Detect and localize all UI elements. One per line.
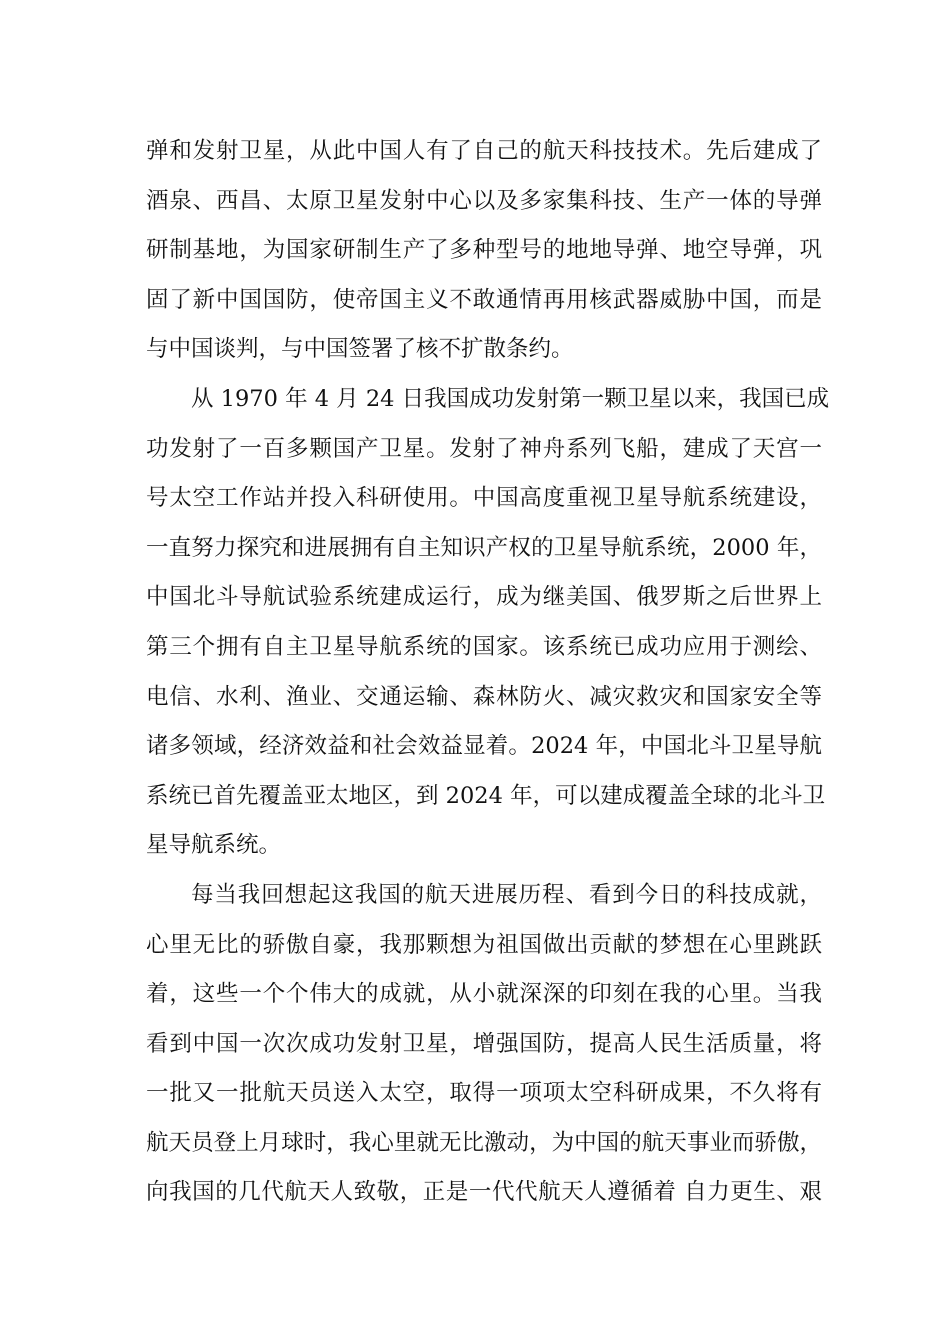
text-line: 第三个拥有自主卫星导航系统的国家。该系统已成功应用于测绘、: [146, 633, 822, 660]
text-line: 酒泉、西昌、太原卫星发射中心以及多家集科技、生产一体的导弹: [146, 187, 822, 214]
text-line: 从 1970 年 4 月 24 日我国成功发射第一颗卫星以来，我国已成: [191, 385, 830, 412]
text-line: 电信、水利、渔业、交通运输、森林防火、减灾救灾和国家安全等: [146, 683, 822, 710]
text-line: 研制基地，为国家研制生产了多种型号的地地导弹、地空导弹，巩: [146, 237, 822, 264]
paragraph-3: [146, 871, 822, 1218]
text-line: 星导航系统。: [146, 832, 282, 859]
text-line: 与中国谈判，与中国签署了核不扩散条约。: [146, 336, 574, 363]
text-line: 号太空工作站并投入科研使用。中国高度重视卫星导航系统建设，: [146, 485, 822, 512]
text-line: 诸多领域，经济效益和社会效益显着。2024 年，中国北斗卫星导航: [146, 733, 822, 760]
text-line: 一直努力探究和进展拥有自主知识产权的卫星导航系统，2000 年，: [146, 534, 822, 561]
text-line: 一批又一批航天员送入太空，取得一项项太空科研成果，不久将有: [146, 1080, 822, 1107]
text-line: 航天员登上月球时，我心里就无比激动，为中国的航天事业而骄傲，: [146, 1129, 822, 1156]
text-line: 看到中国一次次成功发射卫星，增强国防，提高人民生活质量，将: [146, 1030, 822, 1057]
paragraph-1: [146, 127, 822, 375]
text-line: 着，这些一个个伟大的成就，从小就深深的印刻在我的心里。当我: [146, 981, 822, 1008]
document-body: [146, 127, 830, 1218]
text-line: 功发射了一百多颗国产卫星。发射了神舟系列飞船，建成了天宫一: [146, 435, 822, 462]
text-line: 心里无比的骄傲自豪，我那颗想为祖国做出贡献的梦想在心里跳跃: [146, 931, 822, 958]
text-line: 弹和发射卫星，从此中国人有了自己的航天科技技术。先后建成了: [146, 138, 822, 164]
paragraph-2: [146, 375, 830, 871]
text-line: 向我国的几代航天人致敬，正是一代代航天人遵循着 自力更生、艰: [146, 1179, 822, 1206]
text-line: 中国北斗导航试验系统建成运行，成为继美国、俄罗斯之后世界上: [146, 584, 822, 611]
text-line: 系统已首先覆盖亚太地区，到 2024 年，可以建成覆盖全球的北斗卫: [146, 782, 826, 809]
text-line: 每当我回想起这我国的航天进展历程、看到今日的科技成就，: [191, 881, 822, 908]
text-line: 固了新中国国防，使帝国主义不敢通情再用核武器威胁中国，而是: [146, 286, 822, 313]
